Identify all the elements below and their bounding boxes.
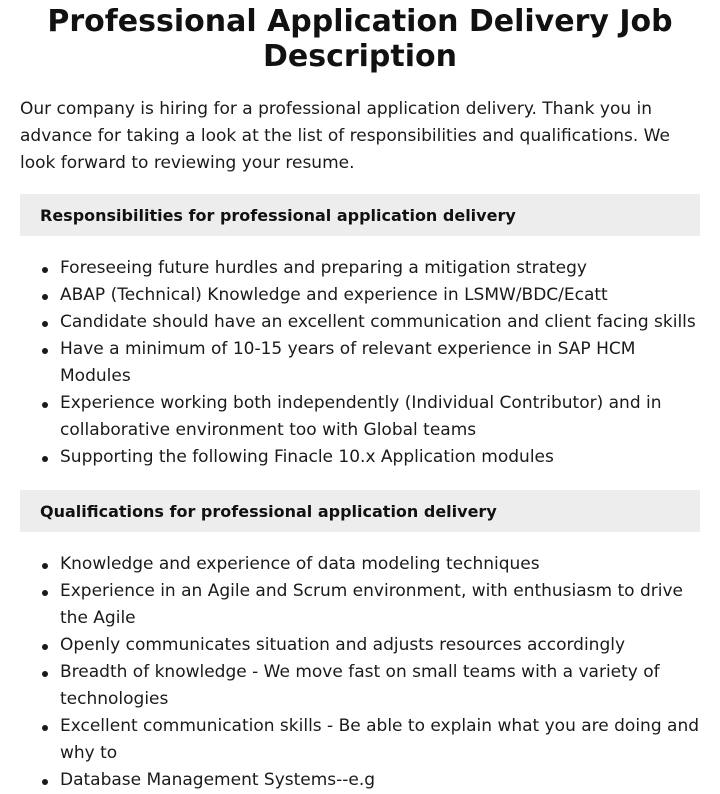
bullet-icon <box>42 590 48 596</box>
list-item <box>20 444 700 471</box>
bullet-icon <box>42 725 48 731</box>
list-item-text: Have a minimum of 10-15 years of relevant experience in SAP HCM Modules <box>60 339 636 386</box>
list-item <box>20 659 700 713</box>
bullet-icon <box>42 456 48 462</box>
list-item-text: Experience working both independently (Individual Contributor) and in collaborative environment too with Global teams <box>60 393 662 440</box>
bullet-icon <box>42 294 48 300</box>
list-item <box>20 551 700 578</box>
list-item-text: Openly communicates situation and adjusts resources accordingly <box>60 635 626 655</box>
list-item <box>20 767 700 794</box>
list-item-text: Supporting the following Finacle 10.x Application modules <box>60 447 554 467</box>
bullet-icon <box>42 348 48 354</box>
list-item <box>20 336 700 390</box>
bullet-icon <box>42 779 48 785</box>
qualifications-heading: Qualifications for professional application delivery <box>20 490 700 532</box>
list-item-text: Experience in an Agile and Scrum environment, with enthusiasm to drive the Agile <box>60 581 683 628</box>
page-title: Professional Application Delivery Job Description <box>47 4 673 74</box>
intro-paragraph: Our company is hiring for a professional application delivery. Thank you in advance for taking a look at the list of responsibilities and qualifications. We look forward to reviewing your resume. <box>20 99 670 173</box>
list-item <box>20 255 700 282</box>
list-item <box>20 632 700 659</box>
list-item-text: Database Management Systems--e.g <box>60 770 376 790</box>
list-item <box>20 282 700 309</box>
list-item-text: Breadth of knowledge - We move fast on small teams with a variety of technologies <box>60 662 660 709</box>
responsibilities-list <box>20 255 700 471</box>
list-item <box>20 578 700 632</box>
list-item-text: Knowledge and experience of data modeling techniques <box>60 554 540 574</box>
bullet-icon <box>42 563 48 569</box>
list-item <box>20 309 700 336</box>
bullet-icon <box>42 671 48 677</box>
list-item-text: Foreseeing future hurdles and preparing a mitigation strategy <box>60 258 587 278</box>
bullet-icon <box>42 321 48 327</box>
responsibilities-heading: Responsibilities for professional application delivery <box>20 194 700 236</box>
list-item-text: Candidate should have an excellent communication and client facing skills <box>60 312 696 332</box>
bullet-icon <box>42 267 48 273</box>
list-item-text: Excellent communication skills - Be able to explain what you are doing and why to <box>60 716 700 763</box>
qualifications-list <box>20 551 700 794</box>
list-item <box>20 390 700 444</box>
bullet-icon <box>42 402 48 408</box>
list-item-text: ABAP (Technical) Knowledge and experience in LSMW/BDC/Ecatt <box>60 285 608 305</box>
list-item <box>20 713 700 767</box>
bullet-icon <box>42 644 48 650</box>
